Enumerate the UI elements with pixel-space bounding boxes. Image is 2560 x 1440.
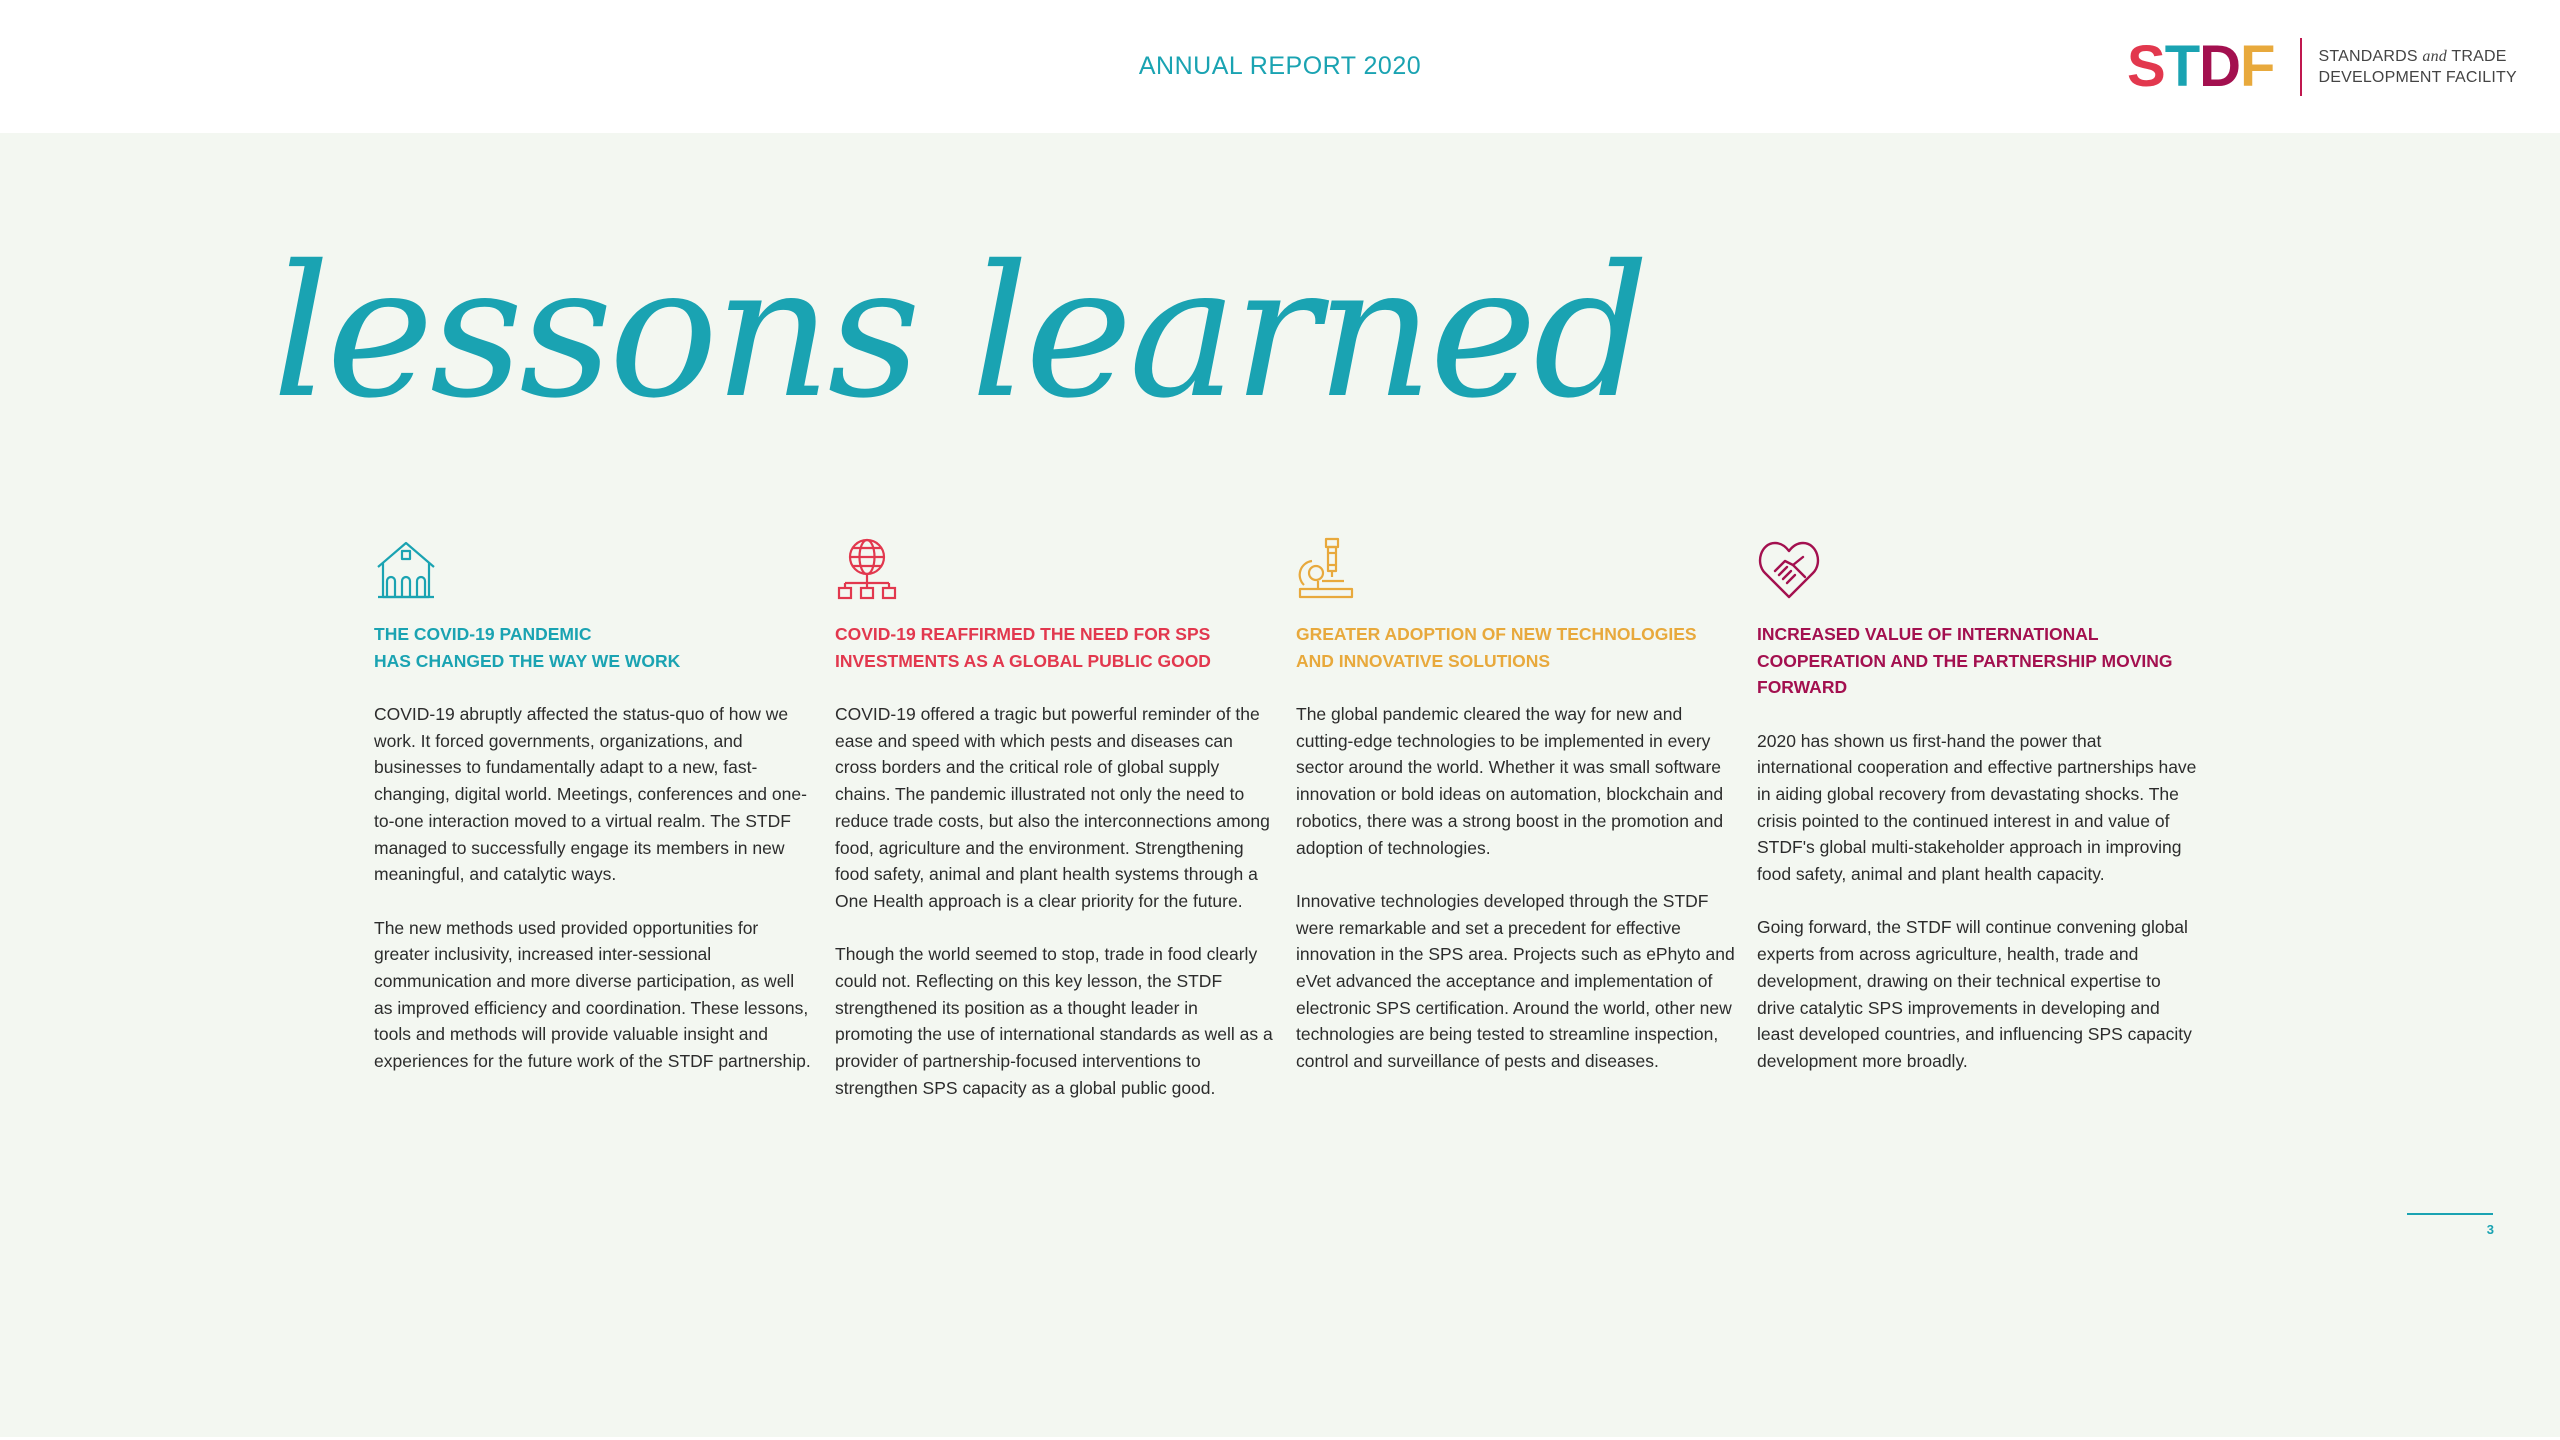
lesson-paragraph: COVID-19 abruptly affected the status-quo of how we work. It forced governments, organizations, and businesses to fundamentally adapt to a new, fast-changing, digital world. Meetings, conferences and one-to-one interaction moved to a virtual realm. The STDF managed to successfully engage its members in new meaningful, and catalytic ways. <box>374 704 807 885</box>
logo-letter-s: S <box>2127 34 2165 99</box>
lesson-column-1 <box>374 537 814 1102</box>
microscope-icon <box>1296 537 1360 601</box>
lesson-body-4 <box>1757 728 2197 1075</box>
lesson-body-3 <box>1296 701 1736 1075</box>
house-icon <box>374 537 438 601</box>
lesson-paragraph: COVID-19 offered a tragic but powerful reminder of the ease and speed with which pests and diseases can cross borders and the critical role of global supply chains. The pandemic illustrated not only the need to reduce trade costs, but also the interconnections among food, agriculture and the environment. Strengthening food safety, animal and plant health systems through a One Health approach is a clear priority for the future. <box>835 704 1270 911</box>
report-title: ANNUAL REPORT 2020 <box>1138 52 1422 80</box>
logo-line-2: DEVELOPMENT FACILITY <box>2318 69 2517 86</box>
stdf-logo <box>2127 36 2517 98</box>
lesson-heading-3: GREATER ADOPTION OF NEW TECHNOLOGIES AND INNOVATIVE SOLUTIONS <box>1296 624 1697 671</box>
logo-line-1: STANDARDS and TRADE <box>2318 48 2507 65</box>
lesson-paragraph: Innovative technologies developed through the STDF were remarkable and set a precedent for effective innovation in the SPS area. Projects such as ePhyto and eVet advanced the acceptance and implementation of electronic SPS certification. Around the world, other new technologies are being tested to streamline inspection, control and surveillance of pests and diseases. <box>1296 890 1735 1072</box>
globe-network-icon <box>835 537 899 601</box>
lesson-paragraph: The global pandemic cleared the way for new and cutting-edge technologies to be implemented in every sector around the world. Whether it was small software innovation or bold ideas on automation, blockchain and robotics, there was a strong boost in the promotion and adoption of technologies. <box>1296 704 1724 858</box>
stdf-logo-mark <box>2127 34 2275 99</box>
lesson-column-3 <box>1296 537 1736 1102</box>
handshake-heart-icon <box>1757 537 1821 601</box>
logo-letter-f: F <box>2240 34 2275 99</box>
page-number-rule <box>2407 1213 2493 1215</box>
logo-letter-d: D <box>2199 34 2241 99</box>
lesson-body-2 <box>835 701 1275 1102</box>
content-area <box>0 133 2560 1440</box>
page-header <box>0 0 2560 133</box>
logo-divider <box>2300 38 2302 96</box>
lesson-heading-1: THE COVID-19 PANDEMIC HAS CHANGED THE WAY WE WORK <box>374 624 681 671</box>
page-number: 3 <box>2486 1222 2494 1237</box>
page-title: lessons learned <box>272 226 1646 438</box>
lesson-paragraph: 2020 has shown us first-hand the power that international cooperation and effective partnerships have in aiding global recovery from devastating shocks. The crisis pointed to the continued interest in and value of STDF's global multi-stakeholder approach in improving food safety, animal and plant health capacity. <box>1757 730 2197 885</box>
logo-wordmark <box>2318 46 2516 88</box>
lesson-heading-4: INCREASED VALUE OF INTERNATIONAL COOPERATION AND THE PARTNERSHIP MOVING FORWARD <box>1757 624 2173 697</box>
lesson-heading-2: COVID-19 REAFFIRMED THE NEED FOR SPS INVESTMENTS AS A GLOBAL PUBLIC GOOD <box>835 624 1211 671</box>
lesson-column-4 <box>1757 537 2197 1101</box>
lesson-paragraph: Going forward, the STDF will continue convening global experts from across agriculture, health, trade and development, drawing on their technical expertise to drive catalytic SPS improvements in developing and least developed countries, and influencing SPS capacity development more broadly. <box>1757 917 2192 1071</box>
lesson-column-2 <box>835 537 1275 1128</box>
lesson-paragraph: The new methods used provided opportunities for greater inclusivity, increased inter-sessional communication and more diverse participation, as well as improved efficiency and coordination. These lessons, tools and methods will provide valuable insight and experiences for the future work of the STDF partnership. <box>374 917 811 1072</box>
lesson-body-1 <box>374 701 814 1075</box>
logo-letter-t: T <box>2164 34 2200 99</box>
lesson-paragraph: Though the world seemed to stop, trade in food clearly could not. Reflecting on this key lesson, the STDF strengthened its position as a thought leader in promoting the use of international standards as well as a provider of partnership-focused interventions to strengthen SPS capacity as a global public good. <box>835 944 1273 1098</box>
